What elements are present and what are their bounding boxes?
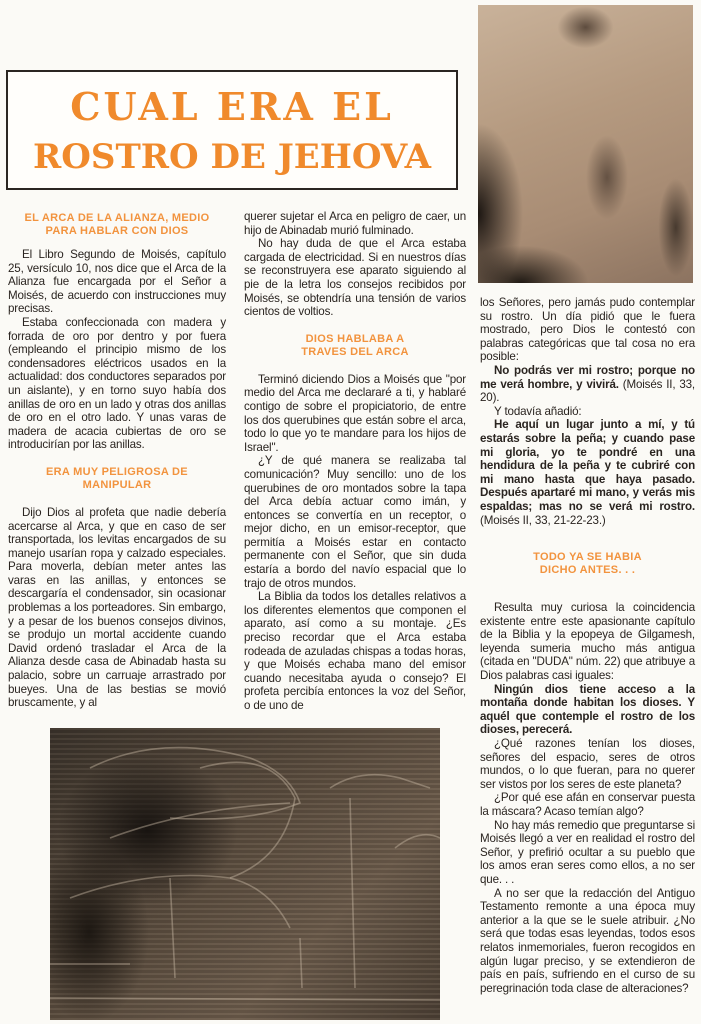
paragraph: El Libro Segundo de Moisés, capítulo 25, versículo 10, nos dice que el Arca de la Alianza fue encargada por el Señor a Moisés, de acuerdo con instrucciones muy precisas. bbox=[8, 248, 226, 316]
article-column-1 bbox=[8, 212, 226, 710]
paragraph: ¿Por qué ese afán en conservar puesta la máscara? Acaso temían algo? bbox=[480, 791, 695, 818]
article-column-3 bbox=[480, 296, 695, 995]
article-title-line-1: CUAL ERA EL bbox=[70, 84, 394, 129]
paragraph: A no ser que la redacción del Antiguo Testamento remonte a una época muy anterior a la que se le suele atribuir. ¿No será que todas esas leyendas, todos esos relatos inmemoriales, fueron recogidos en algún lugar preciso, y se extendieron de país en país, sufriendo en el curso de su peregrinación toda clase de alteraciones? bbox=[480, 886, 695, 995]
subheading-arca-alianza: EL ARCA DE LA ALIANZA, MEDIO PARA HABLAR CON DIOS bbox=[24, 212, 210, 237]
quote-paragraph bbox=[480, 364, 695, 405]
paragraph: Dijo Dios al profeta que nadie debería acercarse al Arca, y que en caso de ser transportada, los levitas encargados de su manejo usarían ropa y calzado especiales. Para moverla, debían meter antes las varas en las anillas, y entonces se descargaría el condensador, sin ocasionar problemas a los porteadores. Sin embargo, y a pesar de los buenos consejos divinos, se produjo un mortal accidente cuando David ordenó trasladar el Arca de la Alianza desde casa de Abinadab hasta su palacio, sobre un carruaje arrastrado por bueyes. Una de las bestias se movió bruscamente, y al bbox=[8, 505, 226, 710]
paragraph: ¿Y de qué manera se realizaba tal comunicación? Muy sencillo: uno de los querubines de oro montados sobre la tapa del Arca debía actuar como imán, y entonces se convertía en un receptor, o mejor dicho, en un emisor-receptor, que permitía a Moisés estar en contacto permanente con el Señor, que sin duda estaría a bordo del navío espacial que lo trajo de otros mundos. bbox=[244, 454, 466, 590]
paragraph: querer sujetar el Arca en peligro de caer, un hijo de Abinadab murió fulminado. bbox=[244, 210, 466, 237]
paragraph: La Biblia da todos los detalles relativos a los diferentes elementos que componen el aparato, así como a su montaje. ¿Es preciso recordar que el Arca estaba rodeada de azuladas chispas a todas horas, y que Moisés echaba mano del emisor cuando necesitaba ayuda o consejo? El profeta percibía entonces la voz del Señor, o de uno de bbox=[244, 590, 466, 712]
bible-quote: He aquí un lugar junto a mí, y tú estarás sobre la peña; y cuando pase mi gloria, yo te pondré en una hendidura de la peña y te cubriré con mi mano hasta que haya pasado. Después apartaré mi mano, y verás mis espaldas; mas no se verá mi rostro. bbox=[480, 418, 695, 513]
bible-reference: (Moisés II, 33, 20). bbox=[480, 377, 695, 405]
paragraph: No hay duda de que el Arca estaba cargada de electricidad. Si en nuestros días se reconstruyera ese aparato siguiendo al pie de la letra los consejos recibidos por Moisés, se obtendría una tensión de varios cientos de voltios. bbox=[244, 237, 466, 319]
subheading-dios-hablaba: DIOS HABLABA A TRAVES DEL ARCA bbox=[301, 332, 409, 358]
paragraph: ¿Qué razones tenían los dioses, señores del espacio, seres de otros mundos, o lo que fueran, para no querer ser vistos por los seres de este planeta? bbox=[480, 737, 695, 791]
quote-paragraph bbox=[480, 418, 695, 527]
bible-quote: No podrás ver mi rostro; porque no me verá hombre, y vivirá. bbox=[480, 363, 695, 391]
article-column-2 bbox=[244, 210, 466, 713]
ancient-relief-photo bbox=[50, 728, 440, 1020]
paragraph: No hay más remedio que preguntarse si Moisés llegó a ver en realidad el rostro del Señor, y prefirió ocultar a su pueblo que los amos eran seres como ellos, a no ser que. . . bbox=[480, 818, 695, 886]
paragraph: Resulta muy curiosa la coincidencia existente entre este apasionante capítulo de la Biblia y la epopeya de Gilgamesh, leyenda sumeria mucho más antigua (citada en "DUDA" núm. 22) que atribuye a Dios palabras casi iguales: bbox=[480, 601, 695, 683]
article-title-box bbox=[6, 70, 458, 190]
subheading-peligrosa: ERA MUY PELIGROSA DE MANIPULAR bbox=[46, 465, 188, 491]
relief-engraving-lines bbox=[50, 728, 440, 1020]
subheading-todo-ya: TODO YA SE HABIA DICHO ANTES. . . bbox=[533, 551, 642, 577]
paragraph: Terminó diciendo Dios a Moisés que "por medio del Arca me declararé a ti, y hablaré contigo de sobre el propiciatorio, de entre los dos querubines que están sobre el arca, todo lo que yo te mandare para los hijos de Israel". bbox=[244, 372, 466, 454]
paragraph: los Señores, pero jamás pudo contemplar su rostro. Un día pidió que le fuera mostrado, pero Dios le contestó con palabras categóricas que tal cosa no era posible: bbox=[480, 296, 695, 364]
paragraph: Y todavía añadió: bbox=[494, 404, 582, 418]
gilgamesh-quote: Ningún dios tiene acceso a la montaña donde habitan los dioses. Y aquél que contemple el rostro de los dioses, perecerá. bbox=[480, 682, 695, 737]
paragraph: Estaba confeccionada con madera y forrada de oro por dentro y por fuera (empleando el principio mismo de los condensadores eléctricos usados en la actualidad: dos conductores separados por un aislante), y en torno suyo había dos anillas de oro en un lado y otras dos anillas de oro en el otro lado. Y unas varas de madera de acacia cubiertas de oro se introducirían por las anillas. bbox=[8, 315, 226, 452]
article-title-line-2: ROSTRO DE JEHOVA bbox=[33, 137, 431, 177]
bible-reference: (Moisés II, 33, 21-22-23.) bbox=[480, 513, 606, 527]
face-sculpture-photo bbox=[478, 5, 693, 283]
